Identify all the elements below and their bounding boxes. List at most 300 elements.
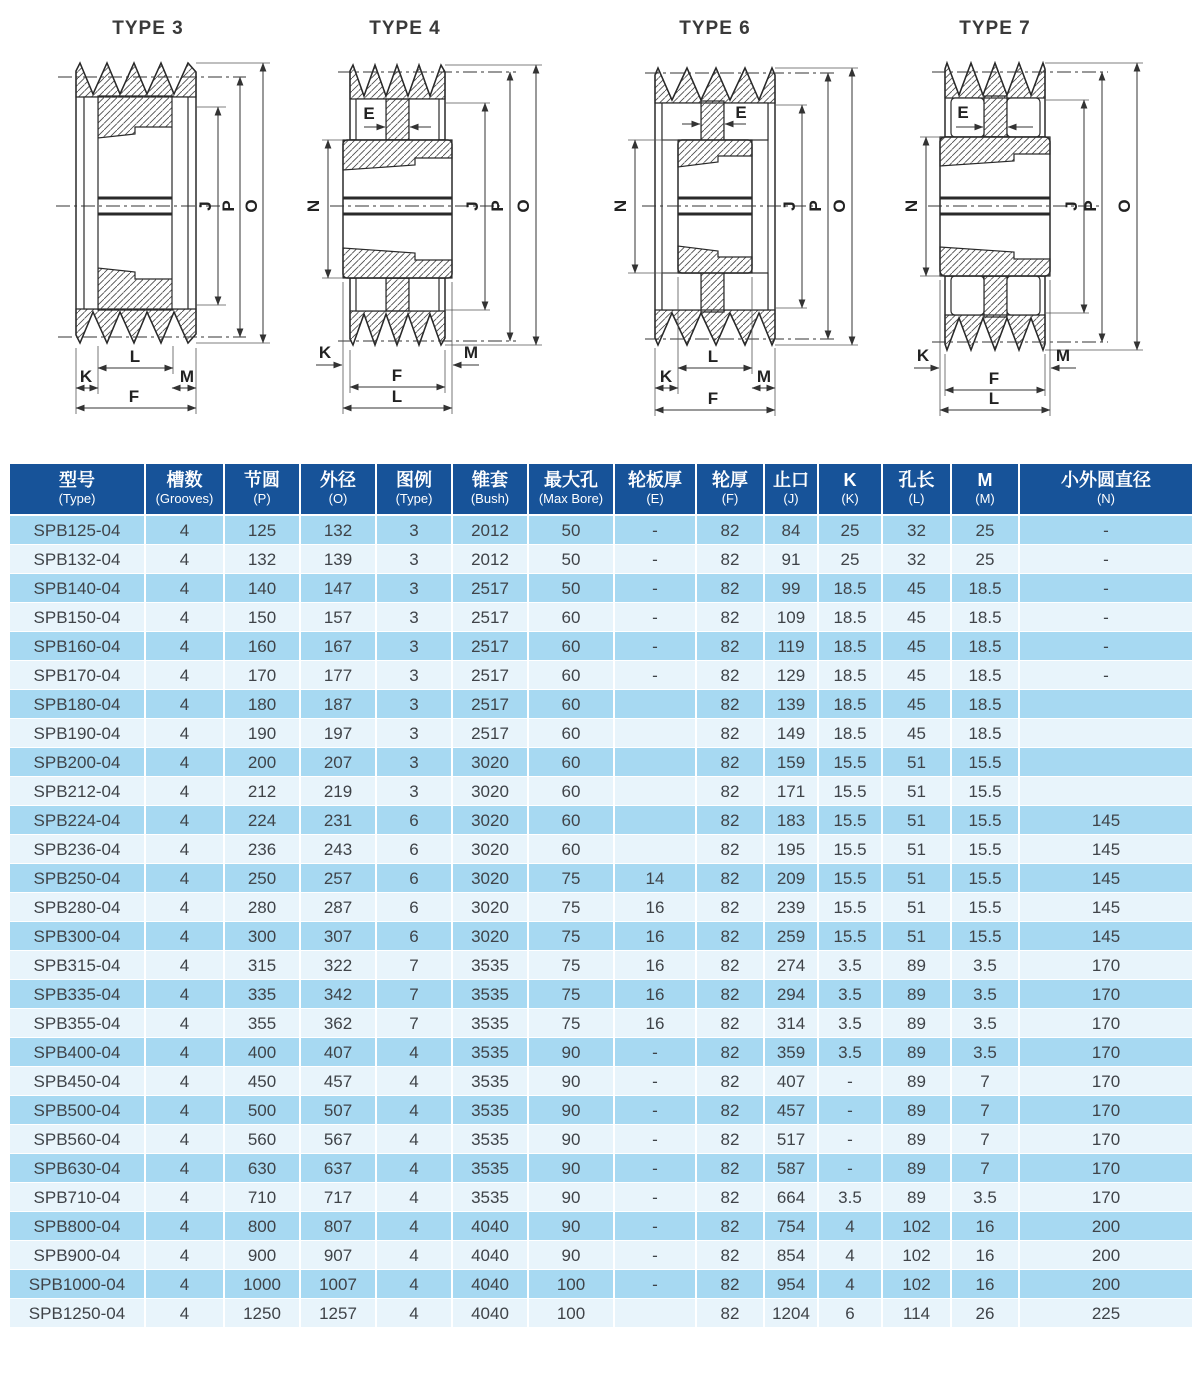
table-cell: 4 (376, 1241, 452, 1270)
table-cell: SPB160-04 (9, 632, 145, 661)
table-cell: 1257 (300, 1299, 376, 1328)
table-cell: SPB280-04 (9, 893, 145, 922)
table-cell: 18.5 (951, 632, 1019, 661)
table-cell: SPB125-04 (9, 515, 145, 545)
table-cell: 3020 (452, 748, 528, 777)
table-row (9, 1299, 1193, 1328)
dim-label-J: J (196, 201, 215, 211)
table-cell: 7 (376, 951, 452, 980)
table-cell: SPB400-04 (9, 1038, 145, 1067)
table-row (9, 835, 1193, 864)
table-cell: SPB250-04 (9, 864, 145, 893)
table-cell: 16 (614, 922, 696, 951)
table-row (9, 1096, 1193, 1125)
table-row (9, 951, 1193, 980)
table-cell: 3.5 (951, 980, 1019, 1009)
table-cell: 4040 (452, 1299, 528, 1328)
dim-label-L: L (707, 347, 719, 366)
table-cell: 145 (1019, 922, 1193, 951)
table-cell: 82 (696, 1270, 764, 1299)
table-cell: SPB170-04 (9, 661, 145, 690)
column-header: 轮厚 (F) (696, 463, 764, 515)
table-cell: 274 (764, 951, 818, 980)
table-cell: 89 (882, 1183, 951, 1212)
dim-label-M: M (179, 367, 195, 386)
table-cell: 60 (528, 806, 614, 835)
table-cell (614, 777, 696, 806)
table-cell: 82 (696, 806, 764, 835)
table-cell: 560 (224, 1125, 300, 1154)
table-cell: - (614, 661, 696, 690)
table-cell: 25 (951, 545, 1019, 574)
table-cell: 51 (882, 806, 951, 835)
dim-label-N: N (611, 199, 630, 213)
table-cell: SPB224-04 (9, 806, 145, 835)
table-cell: - (1019, 574, 1193, 603)
table-cell: - (614, 515, 696, 545)
table-cell: - (818, 1067, 882, 1096)
table-cell: 900 (224, 1241, 300, 1270)
dim-label-L: L (129, 347, 141, 366)
table-cell: 450 (224, 1067, 300, 1096)
table-cell: 710 (224, 1183, 300, 1212)
table-cell: 314 (764, 1009, 818, 1038)
table-cell: 200 (1019, 1241, 1193, 1270)
table-cell: 231 (300, 806, 376, 835)
pulley-cross-section (343, 65, 452, 345)
table-cell: 2517 (452, 603, 528, 632)
table-cell: 145 (1019, 835, 1193, 864)
table-cell: 90 (528, 1125, 614, 1154)
table-cell: 82 (696, 545, 764, 574)
table-cell: 4 (818, 1212, 882, 1241)
table-row (9, 574, 1193, 603)
table-cell: 160 (224, 632, 300, 661)
table-cell: 630 (224, 1154, 300, 1183)
table-cell: 4 (376, 1096, 452, 1125)
table-cell: 4 (145, 1038, 224, 1067)
table-cell: SPB630-04 (9, 1154, 145, 1183)
table-cell: 18.5 (951, 603, 1019, 632)
table-cell: 100 (528, 1270, 614, 1299)
dim-label-K: K (318, 343, 332, 362)
table-cell: 15.5 (818, 777, 882, 806)
column-header: 型号 (Type) (9, 463, 145, 515)
table-cell: 355 (224, 1009, 300, 1038)
table-cell: 82 (696, 1038, 764, 1067)
table-cell: 82 (696, 893, 764, 922)
dim-label-F: F (391, 366, 403, 385)
table-cell: 119 (764, 632, 818, 661)
diagram-title: TYPE 3 (112, 18, 184, 39)
table-cell: 457 (764, 1096, 818, 1125)
table-cell: 180 (224, 690, 300, 719)
dim-label-P: P (219, 200, 238, 212)
table-cell: 4 (145, 864, 224, 893)
table-cell: 170 (224, 661, 300, 690)
dim-label-O: O (830, 199, 849, 213)
table-cell: 195 (764, 835, 818, 864)
table-cell: 1250 (224, 1299, 300, 1328)
table-cell: 15.5 (951, 864, 1019, 893)
table-cell: SPB190-04 (9, 719, 145, 748)
table-cell: 18.5 (951, 661, 1019, 690)
table-cell: 4 (145, 893, 224, 922)
table-cell: 16 (951, 1270, 1019, 1299)
table-cell: 82 (696, 1009, 764, 1038)
table-row (9, 980, 1193, 1009)
table-cell: 3.5 (818, 1038, 882, 1067)
table-cell: 15.5 (951, 893, 1019, 922)
table-cell: 82 (696, 864, 764, 893)
table-cell: 6 (376, 864, 452, 893)
table-cell: 4 (145, 806, 224, 835)
table-cell: 4 (145, 922, 224, 951)
table-cell: 3 (376, 690, 452, 719)
column-header: 轮板厚 (E) (614, 463, 696, 515)
table-cell: 89 (882, 1096, 951, 1125)
table-cell: 60 (528, 603, 614, 632)
table-cell: 2012 (452, 515, 528, 545)
table-cell: - (614, 545, 696, 574)
table-cell: 82 (696, 1154, 764, 1183)
table-cell: 90 (528, 1154, 614, 1183)
table-cell: 190 (224, 719, 300, 748)
dim-label-O: O (242, 199, 261, 213)
table-cell: 3535 (452, 1096, 528, 1125)
table-cell: 500 (224, 1096, 300, 1125)
table-row (9, 922, 1193, 951)
table-cell: - (818, 1096, 882, 1125)
table-cell: 32 (882, 515, 951, 545)
diagram-title: TYPE 7 (959, 18, 1031, 39)
table-cell: 637 (300, 1154, 376, 1183)
table-cell: 89 (882, 1009, 951, 1038)
table-cell: 18.5 (951, 719, 1019, 748)
table-cell: - (614, 1154, 696, 1183)
table-cell: 4 (145, 1154, 224, 1183)
table-row (9, 893, 1193, 922)
table-cell: 109 (764, 603, 818, 632)
table-cell: 89 (882, 951, 951, 980)
diagram-type-4 (300, 0, 600, 460)
table-cell: 1000 (224, 1270, 300, 1299)
dim-label-J: J (1062, 201, 1081, 211)
table-cell: - (818, 1125, 882, 1154)
table-cell: 82 (696, 690, 764, 719)
table-cell: 15.5 (818, 748, 882, 777)
diagram-type-3 (0, 0, 300, 460)
table-cell: 60 (528, 690, 614, 719)
table-cell: 907 (300, 1241, 376, 1270)
table-cell: SPB335-04 (9, 980, 145, 1009)
table-cell: 90 (528, 1096, 614, 1125)
table-cell: 1204 (764, 1299, 818, 1328)
table-cell: 4 (376, 1299, 452, 1328)
dim-label-J: J (463, 201, 482, 211)
table-cell: 4 (818, 1270, 882, 1299)
table-cell: 3 (376, 603, 452, 632)
table-row (9, 719, 1193, 748)
dim-label-K: K (916, 346, 930, 365)
table-cell (614, 690, 696, 719)
column-header: 止口 (J) (764, 463, 818, 515)
table-cell: 18.5 (818, 574, 882, 603)
table-cell: 259 (764, 922, 818, 951)
spec-table-body (9, 515, 1193, 1328)
table-row (9, 632, 1193, 661)
table-cell: 200 (1019, 1270, 1193, 1299)
table-cell: SPB1000-04 (9, 1270, 145, 1299)
table-cell: - (614, 1067, 696, 1096)
dim-label-L: L (391, 387, 403, 406)
table-cell: 159 (764, 748, 818, 777)
table-cell: 6 (376, 806, 452, 835)
table-cell: 4 (145, 951, 224, 980)
table-cell: 4 (145, 1009, 224, 1038)
table-cell: 145 (1019, 864, 1193, 893)
table-cell: 4040 (452, 1270, 528, 1299)
table-cell: 3535 (452, 1125, 528, 1154)
table-cell: 170 (1019, 1154, 1193, 1183)
table-cell: 183 (764, 806, 818, 835)
table-cell: SPB212-04 (9, 777, 145, 806)
table-cell: 14 (614, 864, 696, 893)
table-row (9, 1125, 1193, 1154)
table-cell: - (1019, 545, 1193, 574)
table-cell: 16 (951, 1241, 1019, 1270)
table-cell: 2517 (452, 574, 528, 603)
dim-label-F: F (128, 387, 140, 406)
table-cell: 6 (376, 922, 452, 951)
table-cell: 800 (224, 1212, 300, 1241)
table-cell: 3020 (452, 835, 528, 864)
table-cell: 3 (376, 719, 452, 748)
diagram-title: TYPE 4 (369, 18, 441, 39)
table-cell: 4 (145, 632, 224, 661)
table-cell: 89 (882, 1067, 951, 1096)
dim-label-N: N (902, 199, 921, 213)
table-cell: 3020 (452, 922, 528, 951)
dim-label-P: P (488, 200, 507, 212)
table-cell: 209 (764, 864, 818, 893)
table-cell: 4 (145, 1270, 224, 1299)
table-cell: 82 (696, 980, 764, 1009)
table-cell: 807 (300, 1212, 376, 1241)
table-cell: 60 (528, 632, 614, 661)
table-cell: 145 (1019, 806, 1193, 835)
column-header: 槽数 (Grooves) (145, 463, 224, 515)
table-cell: - (614, 1096, 696, 1125)
table-cell: 16 (614, 980, 696, 1009)
table-cell (614, 748, 696, 777)
table-cell: 15.5 (951, 835, 1019, 864)
table-cell: 587 (764, 1154, 818, 1183)
table-cell: 75 (528, 980, 614, 1009)
dim-label-K: K (659, 367, 673, 386)
table-cell: 84 (764, 515, 818, 545)
table-cell: 2517 (452, 632, 528, 661)
table-cell: 243 (300, 835, 376, 864)
table-cell: 187 (300, 690, 376, 719)
dim-label-K: K (79, 367, 93, 386)
table-row (9, 1270, 1193, 1299)
table-cell: 45 (882, 603, 951, 632)
table-cell: 16 (614, 893, 696, 922)
dim-label-O: O (514, 199, 533, 213)
table-cell: 170 (1019, 1038, 1193, 1067)
dim-label-O: O (1115, 199, 1134, 213)
table-cell: 25 (818, 515, 882, 545)
table-cell: 4 (145, 835, 224, 864)
table-cell: SPB300-04 (9, 922, 145, 951)
column-header: 锥套 (Bush) (452, 463, 528, 515)
dim-label-M: M (463, 343, 479, 362)
table-cell: 250 (224, 864, 300, 893)
table-cell: 754 (764, 1212, 818, 1241)
table-cell: 3020 (452, 777, 528, 806)
table-cell: 16 (951, 1212, 1019, 1241)
table-cell: 239 (764, 893, 818, 922)
table-cell: 4 (145, 1067, 224, 1096)
table-cell: 82 (696, 951, 764, 980)
table-cell: 4 (376, 1183, 452, 1212)
table-cell: 51 (882, 835, 951, 864)
table-cell: 51 (882, 893, 951, 922)
table-cell: 89 (882, 1125, 951, 1154)
table-cell: 517 (764, 1125, 818, 1154)
table-cell: 207 (300, 748, 376, 777)
table-cell: 139 (300, 545, 376, 574)
table-cell: 15.5 (818, 893, 882, 922)
table-cell: 294 (764, 980, 818, 1009)
table-cell: 4 (145, 719, 224, 748)
table-cell: 90 (528, 1241, 614, 1270)
table-cell: 45 (882, 661, 951, 690)
table-cell: 89 (882, 1038, 951, 1067)
dim-label-F: F (988, 369, 1000, 388)
table-cell: SPB200-04 (9, 748, 145, 777)
table-cell: 4 (145, 603, 224, 632)
table-cell: 200 (1019, 1212, 1193, 1241)
table-cell: 82 (696, 1125, 764, 1154)
table-cell: 139 (764, 690, 818, 719)
table-cell (614, 806, 696, 835)
table-cell: 170 (1019, 1125, 1193, 1154)
table-cell: 91 (764, 545, 818, 574)
table-cell: 82 (696, 1096, 764, 1125)
table-cell: 4 (145, 748, 224, 777)
column-header: K (K) (818, 463, 882, 515)
table-cell: 102 (882, 1212, 951, 1241)
table-cell: 2517 (452, 661, 528, 690)
table-cell: 45 (882, 719, 951, 748)
dim-label-N: N (304, 199, 323, 213)
table-cell: 3535 (452, 980, 528, 1009)
table-cell: 60 (528, 777, 614, 806)
table-cell: 15.5 (818, 922, 882, 951)
table-cell: 18.5 (951, 574, 1019, 603)
table-cell: 359 (764, 1038, 818, 1067)
column-header: 节圆 (P) (224, 463, 300, 515)
table-cell: 7 (951, 1125, 1019, 1154)
table-cell: 3 (376, 748, 452, 777)
table-cell: 82 (696, 922, 764, 951)
table-cell: 1007 (300, 1270, 376, 1299)
table-cell: 3.5 (818, 951, 882, 980)
table-cell: 4 (145, 1299, 224, 1328)
table-cell: 3020 (452, 864, 528, 893)
table-row (9, 690, 1193, 719)
table-row (9, 1067, 1193, 1096)
table-cell: 3535 (452, 1038, 528, 1067)
table-cell: 4 (376, 1270, 452, 1299)
table-cell: 342 (300, 980, 376, 1009)
table-cell: 4 (376, 1212, 452, 1241)
table-cell: 407 (300, 1038, 376, 1067)
table-cell: 75 (528, 893, 614, 922)
table-cell: 300 (224, 922, 300, 951)
table-cell: - (1019, 661, 1193, 690)
dim-label-E: E (957, 103, 969, 122)
column-header: 外径 (O) (300, 463, 376, 515)
table-cell: 16 (614, 1009, 696, 1038)
table-cell: 32 (882, 545, 951, 574)
table-cell: 280 (224, 893, 300, 922)
table-cell (1019, 719, 1193, 748)
table-cell: 7 (951, 1067, 1019, 1096)
table-cell: 18.5 (818, 661, 882, 690)
table-cell: 7 (951, 1096, 1019, 1125)
table-cell: 114 (882, 1299, 951, 1328)
table-cell: 4 (145, 1096, 224, 1125)
table-cell: 3 (376, 632, 452, 661)
table-cell: 3.5 (951, 1009, 1019, 1038)
table-cell: 129 (764, 661, 818, 690)
table-cell: 25 (951, 515, 1019, 545)
table-cell: 4 (145, 690, 224, 719)
table-cell: 82 (696, 1241, 764, 1270)
table-cell: 315 (224, 951, 300, 980)
table-cell: 75 (528, 864, 614, 893)
table-cell: 45 (882, 632, 951, 661)
table-cell: - (614, 632, 696, 661)
table-cell: SPB355-04 (9, 1009, 145, 1038)
table-row (9, 1154, 1193, 1183)
table-cell: 157 (300, 603, 376, 632)
table-cell: SPB180-04 (9, 690, 145, 719)
table-cell: 7 (376, 1009, 452, 1038)
table-cell: 26 (951, 1299, 1019, 1328)
table-cell: 307 (300, 922, 376, 951)
table-cell: 3 (376, 661, 452, 690)
table-cell: 82 (696, 603, 764, 632)
dim-label-E: E (363, 104, 375, 123)
table-cell: 50 (528, 515, 614, 545)
table-cell: 3535 (452, 1154, 528, 1183)
dim-label-P: P (806, 200, 825, 212)
table-cell: 82 (696, 661, 764, 690)
table-row (9, 1009, 1193, 1038)
table-cell: 82 (696, 574, 764, 603)
table-cell: 15.5 (818, 835, 882, 864)
table-cell: 236 (224, 835, 300, 864)
table-cell: 3 (376, 515, 452, 545)
table-cell: SPB236-04 (9, 835, 145, 864)
table-cell: 219 (300, 777, 376, 806)
table-row (9, 806, 1193, 835)
table-cell: 2517 (452, 690, 528, 719)
